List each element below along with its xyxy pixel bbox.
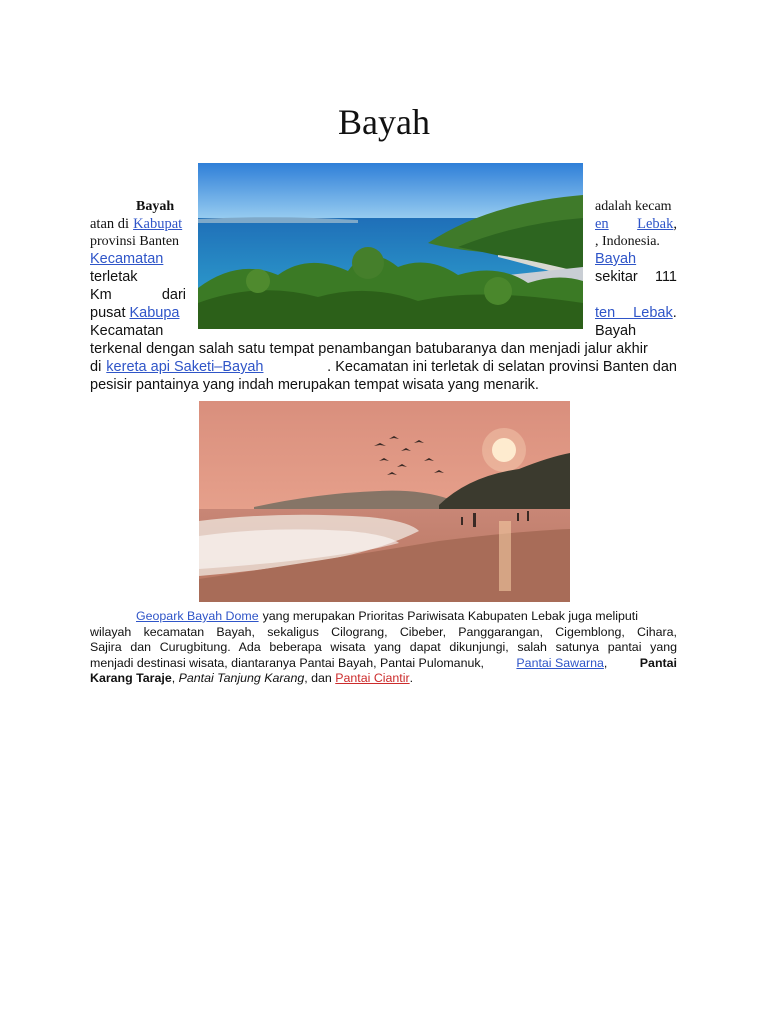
text-l2: wilayah kecamatan Bayah, sekaligus Cilograng, Cibeber, Panggarangan, Cigemblong, Cihara, [90, 624, 677, 639]
text-tanjung-karang: Pantai Tanjung Karang [178, 671, 305, 685]
text-line8-rest: . Kecamatan ini terletak di selatan provinsi Banten dan [327, 359, 677, 375]
text-sekitar: sekitar [595, 269, 638, 285]
link-pantai-sawarna[interactable]: Pantai Sawarna [516, 655, 604, 670]
text-di: di [90, 359, 102, 375]
link-en[interactable]: en [595, 216, 609, 232]
link-pantai-ciantir[interactable]: Pantai Ciantir [335, 671, 410, 685]
text-bayah: Bayah [595, 323, 637, 339]
text-terletak: terletak [90, 269, 138, 285]
text-kecamatan: Kecamatan [90, 323, 164, 339]
text-karang-taraje: Karang Taraje [90, 671, 172, 685]
text-line-pesisir: pesisir pantainya yang indah merupakan tempat wisata yang menarik. [90, 377, 539, 393]
text-atan-di: atan di [90, 216, 130, 232]
link-lebak[interactable]: Lebak [637, 216, 674, 232]
text-line-terkenal: terkenal dengan salah satu tempat penambangan batubaranya dan menjadi jalur akhir [90, 341, 648, 357]
text-indonesia: , Indonesia. [595, 234, 660, 249]
text-l1-rest: yang merupakan Prioritas Pariwisata Kabupaten Lebak juga meliputi [262, 609, 638, 623]
link-kabupat[interactable]: Kabupat [133, 216, 183, 232]
text-adalah: adalah kecam [595, 199, 672, 214]
link-kereta-api[interactable]: kereta api Saketi–Bayah [106, 359, 264, 375]
link-kabupa[interactable]: Kabupa [129, 305, 180, 321]
text-provinsi-banten: provinsi Banten [90, 234, 180, 249]
text-l4a: menjadi destinasi wisata, diantaranya Pantai Bayah, Pantai Pulomanuk, [90, 655, 484, 670]
text-111: 111 [654, 269, 677, 285]
text-l4-comma: , [603, 655, 608, 670]
text-comma: , [673, 216, 677, 232]
text-dan: , dan [304, 671, 336, 685]
link-kecamatan[interactable]: Kecamatan [90, 251, 164, 267]
link-bayah[interactable]: Bayah [595, 251, 637, 267]
text-l3: Sajira dan Curugbitung. Ada beberapa wisata yang dapat dikunjungi, salah satunya pantai yang [90, 640, 677, 654]
page-title: Bayah [338, 102, 430, 142]
link-ten-lebak[interactable]: ten Lebak [595, 305, 673, 321]
text-pusat: pusat [90, 305, 126, 321]
sunset-beach-photo [199, 401, 570, 602]
text-dari: dari [161, 287, 186, 303]
text-pantai-bold: Pantai [639, 655, 677, 670]
text-l5-comma: , [171, 671, 179, 685]
text-km: Km [90, 287, 112, 303]
text-dot: . [672, 305, 677, 321]
text-end-dot: . [409, 671, 414, 685]
coast-photo [198, 163, 583, 329]
link-geopark[interactable]: Geopark Bayah Dome [136, 609, 259, 623]
paragraph-geopark [90, 609, 677, 687]
bayah-bold: Bayah [136, 199, 175, 214]
